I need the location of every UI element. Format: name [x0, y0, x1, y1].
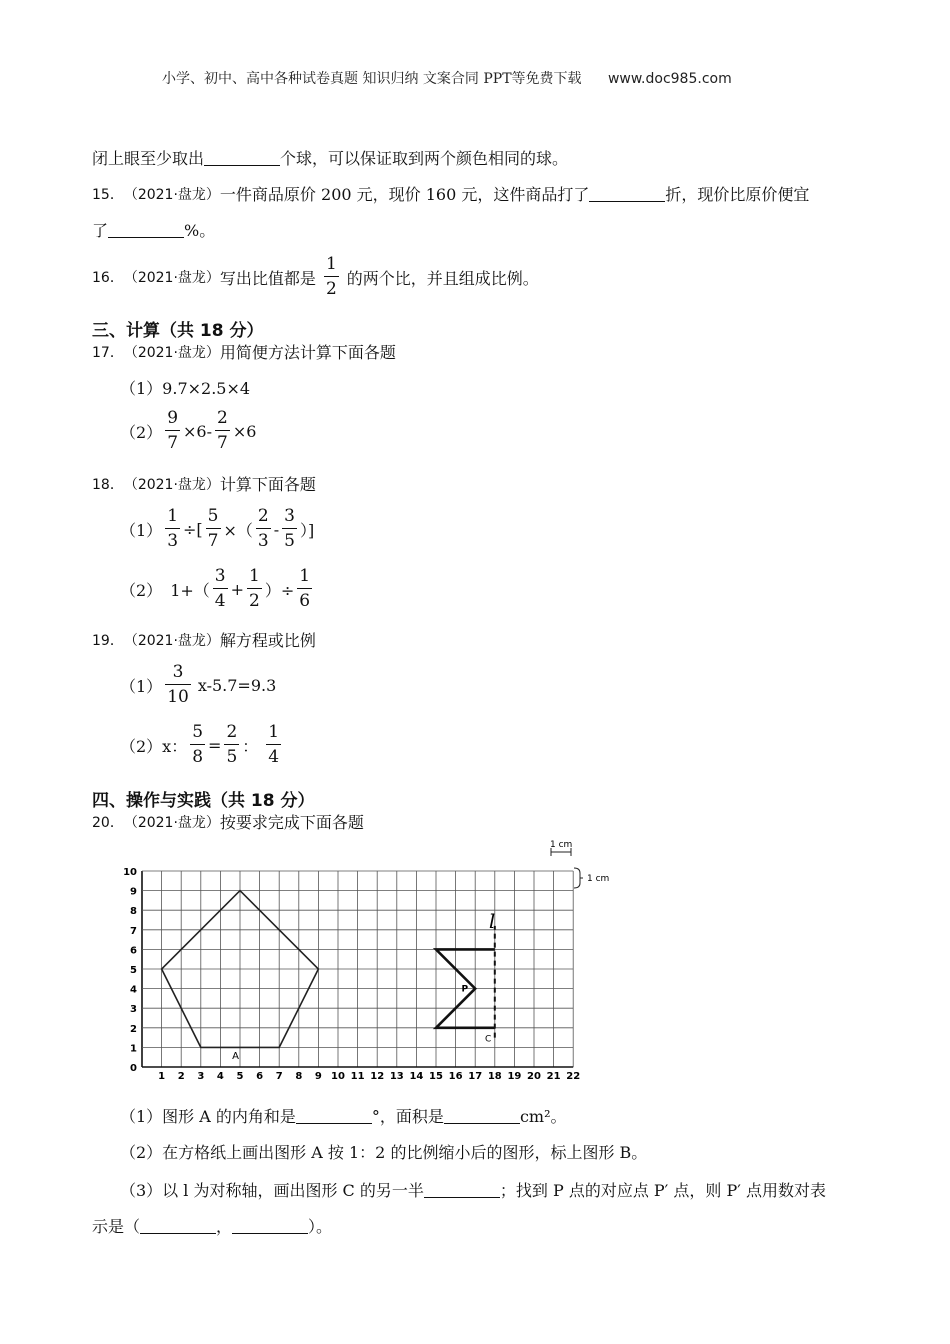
x-tick-label: 2 — [177, 1071, 185, 1082]
y-tick-label: 7 — [130, 925, 137, 937]
section-3-title: 三、计算（共 18 分） — [92, 321, 264, 341]
q20-p1-blank-1[interactable] — [296, 1108, 372, 1124]
q14-line — [92, 146, 568, 169]
x-tick-label: 13 — [389, 1071, 404, 1082]
q16-source: （2021·盘龙） — [123, 270, 220, 286]
q19-source: （2021·盘龙） — [123, 632, 220, 649]
x-tick-label: 14 — [409, 1071, 424, 1082]
label-a: A — [232, 1051, 240, 1063]
q14-blank[interactable] — [204, 150, 280, 166]
q17-part1: （1）9.7×2.5×4 — [120, 379, 251, 398]
x-tick-label: 5 — [236, 1071, 244, 1082]
q18-line — [92, 472, 316, 495]
y-tick-label: 0 — [130, 1063, 137, 1074]
q19-text: 解方程或比例 — [219, 631, 316, 650]
scale-marker — [550, 840, 609, 888]
y-tick-label: 2 — [130, 1023, 137, 1035]
q18-source: （2021·盘龙） — [123, 476, 220, 493]
q19-part1: （1） $\frac{3}{10}$ x-5.7=9.3 — [120, 662, 277, 707]
q15-text-b: 折，现价比原价便宜 — [665, 185, 810, 204]
y-tick-label: 10 — [123, 867, 137, 878]
header-site: www.doc985.com — [607, 71, 732, 87]
x-tick-label: 21 — [546, 1071, 561, 1082]
q15-number: 15． — [92, 186, 124, 203]
q15-text-a: 一件商品原价 200 元，现价 160 元，这件商品打了 — [219, 185, 590, 204]
x-tick-label: 7 — [275, 1071, 283, 1082]
q20-p3-blank-1[interactable] — [424, 1182, 500, 1198]
q17-part2: （2） $\frac{9}{7}$ ×6- $\frac{2}{7}$ ×6 — [120, 408, 257, 453]
q15-text-c: 了 — [92, 221, 109, 240]
q17-source: （2021·盘龙） — [123, 344, 220, 361]
x-tick-label: 20 — [527, 1071, 541, 1082]
q19-number: 19． — [92, 632, 124, 649]
y-tick-label: 4 — [130, 984, 137, 996]
q16-number: 16． — [92, 270, 124, 286]
y-tick-label: 1 — [130, 1043, 137, 1055]
q19-part2: （2）x： $\frac{5}{8}$ = $\frac{2}{5}$ ： $\frac{1}{4}$ — [120, 722, 280, 767]
q17-p2-frac1: $\frac{9}{7}$ — [167, 408, 179, 453]
q17-text: 用简便方法计算下面各题 — [219, 343, 396, 362]
y-tick-label: 3 — [130, 1004, 137, 1016]
x-tick-label: 1 — [158, 1071, 166, 1082]
q15-text-d: %。 — [184, 221, 216, 240]
y-tick-label: 8 — [130, 906, 137, 918]
y-tick-label: 5 — [130, 965, 137, 976]
q18-part2: （2） 1+（ $\frac{3}{4}$ + $\frac{1}{2}$ ）÷ $\frac{1}{6}$ — [120, 566, 311, 611]
q15-line2 — [92, 218, 215, 241]
x-tick-label: 22 — [566, 1071, 581, 1082]
label-l: l — [488, 908, 496, 933]
grid-figure — [115, 838, 625, 1083]
q15-blank-1[interactable] — [589, 186, 665, 202]
q18-text: 计算下面各题 — [219, 475, 316, 494]
q20-p3-blank-3[interactable] — [232, 1218, 308, 1234]
q17-number: 17． — [92, 344, 124, 361]
grid-lines — [142, 871, 573, 1067]
q17-line — [92, 340, 396, 363]
q20-text: 按要求完成下面各题 — [219, 813, 364, 832]
x-tick-label: 11 — [350, 1071, 365, 1082]
x-tick-label: 3 — [197, 1071, 205, 1082]
label-c: C — [485, 1034, 492, 1045]
q16-line — [92, 256, 539, 298]
q15-source: （2021·盘龙） — [123, 186, 220, 203]
x-tick-label: 17 — [468, 1071, 483, 1082]
x-tick-label: 12 — [370, 1071, 385, 1082]
header-text: 小学、初中、高中各种试卷真题 知识归纳 文案合同 PPT等免费下载 — [162, 71, 582, 87]
scale-label-x: 1 cm — [550, 840, 573, 850]
q20-part1: （1）图形 A 的内角和是 °，面积是 cm²。 — [120, 1107, 567, 1126]
x-tick-label: 6 — [256, 1071, 264, 1082]
q18-part1: （1） $\frac{1}{3}$ ÷[ $\frac{5}{7}$ ×（ $\frac{2}{3}$ - $\frac{3}{5}$ ）] — [120, 506, 315, 551]
q17-p2-frac2: $\frac{2}{7}$ — [217, 408, 228, 453]
x-tick-label: 8 — [295, 1071, 303, 1082]
x-tick-label: 4 — [216, 1071, 224, 1082]
q20-part2: （2）在方格纸上画出图形 A 按 1：2 的比例缩小后的图形，标上图形 B。 — [120, 1143, 648, 1162]
section-4-title: 四、操作与实践（共 18 分） — [92, 791, 315, 811]
q16-text-a: 写出比值都是 — [219, 268, 316, 288]
q20-number: 20． — [92, 814, 124, 831]
x-tick-label: 16 — [448, 1071, 463, 1082]
q18-number: 18． — [92, 476, 124, 493]
q19-line — [92, 628, 316, 651]
q20-part3-line1: （3）以 l 为对称轴，画出图形 C 的另一半 ；找到 P 点的对应点 P′ 点，则 P′ 点用数对表 — [120, 1181, 826, 1200]
q16-fraction: $\frac{1}{2}$ — [325, 254, 337, 299]
q20-line — [92, 810, 364, 833]
q20-p3-blank-2[interactable] — [140, 1218, 216, 1234]
y-tick-label: 6 — [130, 945, 137, 957]
x-tick-label: 10 — [331, 1071, 345, 1082]
q20-p1-blank-2[interactable] — [444, 1108, 520, 1124]
q16-text-b: 的两个比，并且组成比例。 — [346, 268, 539, 288]
grid-labels — [123, 867, 580, 1082]
q15-blank-2[interactable] — [108, 222, 184, 238]
page-header — [162, 68, 732, 88]
q20-source: （2021·盘龙） — [123, 814, 220, 831]
q20-part3-line2: 示是（ ， ）。 — [92, 1217, 333, 1236]
q14-text-a: 闭上眼至少取出 — [92, 149, 205, 168]
q14-text-b: 个球，可以保证取到两个颜色相同的球。 — [280, 149, 569, 168]
x-tick-label: 15 — [429, 1071, 443, 1082]
x-tick-label: 9 — [314, 1071, 322, 1082]
y-tick-label: 9 — [130, 886, 137, 898]
label-p: P — [461, 984, 469, 995]
x-tick-label: 18 — [487, 1071, 502, 1082]
x-tick-label: 19 — [507, 1071, 522, 1082]
q15-line1 — [92, 182, 809, 205]
scale-label-y: 1 cm — [587, 874, 610, 884]
